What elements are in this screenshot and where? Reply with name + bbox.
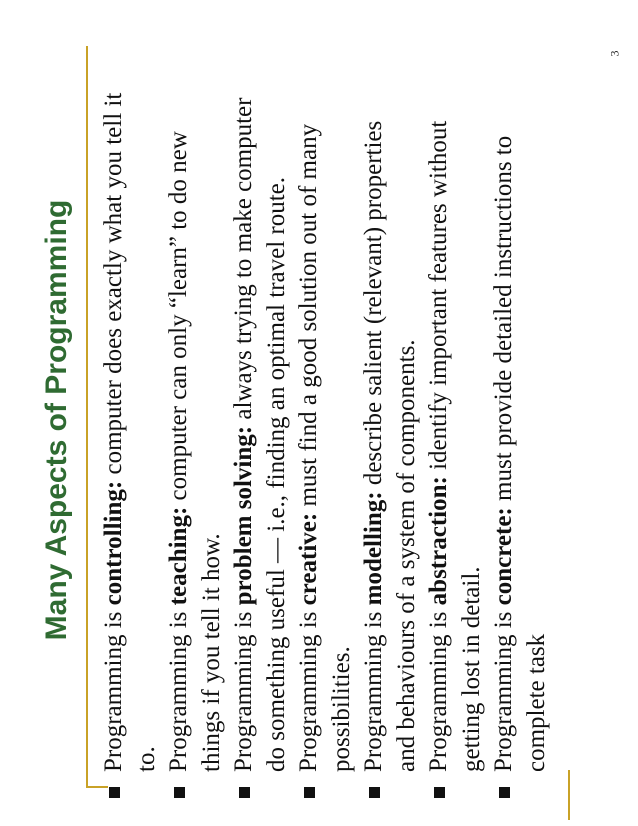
slide-title: Many Aspects of Programming — [40, 199, 73, 641]
square-bullet-icon — [369, 787, 380, 798]
bullet-item: Programming is abstraction: identify important features without getting lost in detail. — [423, 80, 488, 800]
right-accent-rule — [568, 770, 570, 820]
square-bullet-icon — [499, 787, 510, 798]
bullet-item: Programming is problem solving: always trying to make computer do something useful — i.e., finding an optimal travel route. — [228, 80, 293, 800]
square-bullet-icon — [109, 787, 120, 798]
square-bullet-icon — [304, 787, 315, 798]
square-bullet-icon — [434, 787, 445, 798]
page-number: 3 — [607, 50, 622, 57]
bullet-item: Programming is modelling: describe salient (relevant) properties and behaviours of a system of components. — [358, 80, 423, 800]
bullet-item: Programming is concrete: must provide detailed instructions to complete task — [488, 80, 553, 800]
bullet-item: Programming is controlling: computer does exactly what you tell it to. — [98, 80, 163, 800]
square-bullet-icon — [174, 787, 185, 798]
bullet-item: Programming is teaching: computer can only “learn” to do new things if you tell it how. — [163, 80, 228, 800]
bullet-item: Programming is creative: must find a good solution out of many possibilities. — [293, 80, 358, 800]
bullet-list — [98, 80, 553, 800]
slide-content — [40, 40, 560, 800]
square-bullet-icon — [239, 787, 250, 798]
